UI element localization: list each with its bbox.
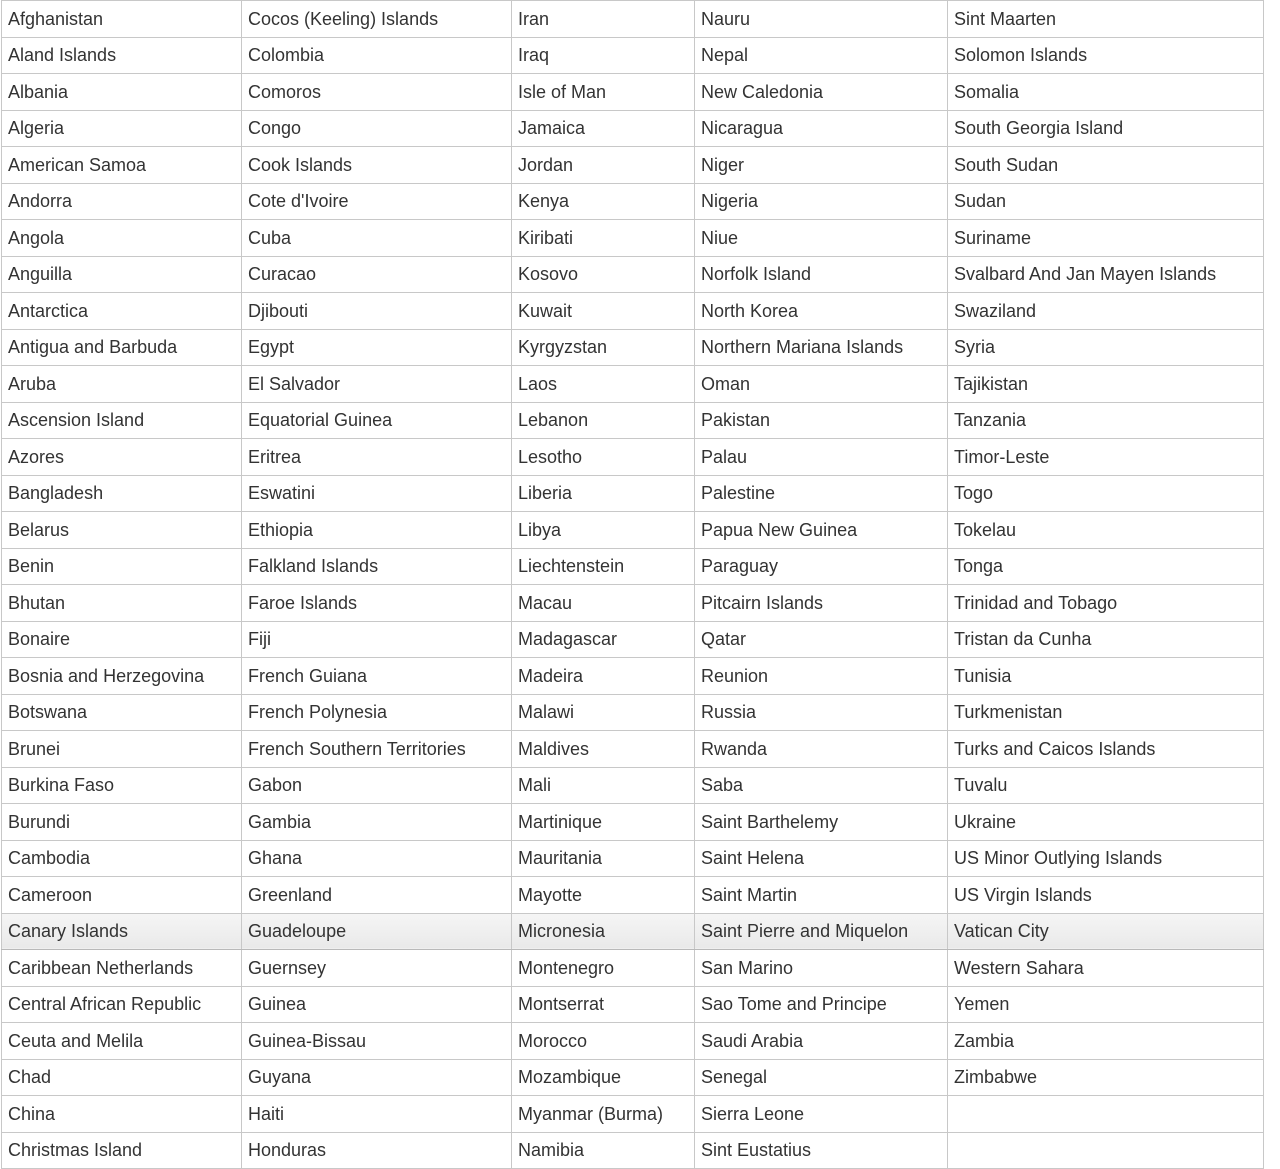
country-cell[interactable]: Aruba (2, 366, 242, 403)
country-cell[interactable]: Honduras (242, 1132, 512, 1169)
country-cell[interactable]: Palau (695, 439, 948, 476)
country-cell[interactable]: Zambia (948, 1023, 1264, 1060)
country-cell[interactable]: Faroe Islands (242, 585, 512, 622)
country-cell[interactable]: Saba (695, 767, 948, 804)
table-row[interactable] (2, 110, 1264, 147)
country-cell[interactable]: Turkmenistan (948, 694, 1264, 731)
country-cell[interactable]: Vatican City (948, 913, 1264, 950)
country-cell[interactable]: Burundi (2, 804, 242, 841)
country-cell[interactable]: New Caledonia (695, 74, 948, 111)
country-cell[interactable]: Pitcairn Islands (695, 585, 948, 622)
table-row[interactable] (2, 804, 1264, 841)
country-cell[interactable]: Botswana (2, 694, 242, 731)
country-cell[interactable]: Albania (2, 74, 242, 111)
country-cell[interactable]: Solomon Islands (948, 37, 1264, 74)
country-cell[interactable]: Kiribati (512, 220, 695, 257)
table-row[interactable] (2, 1132, 1264, 1169)
country-cell[interactable]: Libya (512, 512, 695, 549)
table-row[interactable] (2, 767, 1264, 804)
country-cell[interactable]: Niger (695, 147, 948, 184)
table-row[interactable] (2, 256, 1264, 293)
country-cell[interactable]: Comoros (242, 74, 512, 111)
country-cell[interactable]: Cote d'Ivoire (242, 183, 512, 220)
country-cell[interactable]: French Southern Territories (242, 731, 512, 768)
country-cell[interactable]: Congo (242, 110, 512, 147)
country-cell[interactable]: Belarus (2, 512, 242, 549)
country-cell[interactable]: Zimbabwe (948, 1059, 1264, 1096)
country-cell[interactable]: Northern Mariana Islands (695, 329, 948, 366)
country-cell[interactable]: American Samoa (2, 147, 242, 184)
country-cell[interactable]: San Marino (695, 950, 948, 987)
country-cell[interactable]: Mayotte (512, 877, 695, 914)
country-cell[interactable]: Algeria (2, 110, 242, 147)
country-cell[interactable]: Nepal (695, 37, 948, 74)
country-cell[interactable]: Oman (695, 366, 948, 403)
country-cell[interactable]: Canary Islands (2, 913, 242, 950)
table-row[interactable] (2, 220, 1264, 257)
country-cell[interactable]: Greenland (242, 877, 512, 914)
country-cell[interactable]: Syria (948, 329, 1264, 366)
country-cell[interactable]: Central African Republic (2, 986, 242, 1023)
country-cell[interactable]: Egypt (242, 329, 512, 366)
country-cell[interactable]: Myanmar (Burma) (512, 1096, 695, 1133)
country-cell[interactable]: Togo (948, 475, 1264, 512)
country-cell[interactable]: Montenegro (512, 950, 695, 987)
table-row[interactable] (2, 329, 1264, 366)
country-cell (948, 1132, 1264, 1169)
country-cell[interactable]: Fiji (242, 621, 512, 658)
country-cell[interactable]: Kosovo (512, 256, 695, 293)
country-cell[interactable]: Madeira (512, 658, 695, 695)
country-cell[interactable]: Madagascar (512, 621, 695, 658)
country-cell[interactable]: Angola (2, 220, 242, 257)
country-cell[interactable]: Norfolk Island (695, 256, 948, 293)
country-cell[interactable]: Eritrea (242, 439, 512, 476)
country-cell[interactable]: Western Sahara (948, 950, 1264, 987)
country-cell[interactable]: Kenya (512, 183, 695, 220)
table-row[interactable] (2, 1096, 1264, 1133)
country-cell[interactable]: Turks and Caicos Islands (948, 731, 1264, 768)
country-cell[interactable]: Brunei (2, 731, 242, 768)
country-cell[interactable]: Trinidad and Tobago (948, 585, 1264, 622)
country-cell[interactable]: Martinique (512, 804, 695, 841)
country-cell[interactable]: Haiti (242, 1096, 512, 1133)
country-cell[interactable]: Cocos (Keeling) Islands (242, 1, 512, 38)
country-cell[interactable]: Ascension Island (2, 402, 242, 439)
country-cell[interactable]: Cameroon (2, 877, 242, 914)
country-cell[interactable]: Saudi Arabia (695, 1023, 948, 1060)
country-cell[interactable]: Azores (2, 439, 242, 476)
table-row[interactable] (2, 512, 1264, 549)
table-row[interactable] (2, 1059, 1264, 1096)
country-cell (948, 1096, 1264, 1133)
table-row[interactable] (2, 1023, 1264, 1060)
table-row[interactable] (2, 950, 1264, 987)
country-cell[interactable]: Nauru (695, 1, 948, 38)
country-cell[interactable]: Saint Helena (695, 840, 948, 877)
table-row[interactable] (2, 913, 1264, 950)
country-cell[interactable]: Andorra (2, 183, 242, 220)
country-cell[interactable]: Russia (695, 694, 948, 731)
country-cell[interactable]: Svalbard And Jan Mayen Islands (948, 256, 1264, 293)
country-cell[interactable]: Sao Tome and Principe (695, 986, 948, 1023)
country-cell[interactable]: Mozambique (512, 1059, 695, 1096)
country-cell[interactable]: Mali (512, 767, 695, 804)
country-cell[interactable]: Tokelau (948, 512, 1264, 549)
country-cell[interactable]: Papua New Guinea (695, 512, 948, 549)
country-cell[interactable]: Cuba (242, 220, 512, 257)
country-cell[interactable]: Timor-Leste (948, 439, 1264, 476)
table-row[interactable] (2, 694, 1264, 731)
country-cell[interactable]: Lebanon (512, 402, 695, 439)
country-cell[interactable]: Equatorial Guinea (242, 402, 512, 439)
country-cell[interactable]: Guernsey (242, 950, 512, 987)
country-cell[interactable]: South Sudan (948, 147, 1264, 184)
country-cell[interactable]: Liberia (512, 475, 695, 512)
country-cell[interactable]: Djibouti (242, 293, 512, 330)
country-cell[interactable]: Maldives (512, 731, 695, 768)
country-table (1, 0, 1264, 1169)
country-cell[interactable]: Qatar (695, 621, 948, 658)
country-cell[interactable]: French Guiana (242, 658, 512, 695)
table-row[interactable] (2, 877, 1264, 914)
country-cell[interactable]: Bhutan (2, 585, 242, 622)
table-row[interactable] (2, 585, 1264, 622)
country-cell[interactable]: Cook Islands (242, 147, 512, 184)
country-cell[interactable]: Jordan (512, 147, 695, 184)
country-cell[interactable]: Iraq (512, 37, 695, 74)
country-cell[interactable]: North Korea (695, 293, 948, 330)
country-cell[interactable]: Namibia (512, 1132, 695, 1169)
country-cell[interactable]: Saint Martin (695, 877, 948, 914)
country-cell[interactable]: South Georgia Island (948, 110, 1264, 147)
country-cell[interactable]: Sint Maarten (948, 1, 1264, 38)
table-row[interactable] (2, 548, 1264, 585)
country-cell[interactable]: Isle of Man (512, 74, 695, 111)
country-cell[interactable]: Kyrgyzstan (512, 329, 695, 366)
table-row[interactable] (2, 475, 1264, 512)
table-row[interactable] (2, 621, 1264, 658)
country-cell[interactable]: Yemen (948, 986, 1264, 1023)
country-cell[interactable]: Pakistan (695, 402, 948, 439)
country-cell[interactable]: Eswatini (242, 475, 512, 512)
country-cell[interactable]: Cambodia (2, 840, 242, 877)
country-cell[interactable]: Mauritania (512, 840, 695, 877)
country-cell[interactable]: Guadeloupe (242, 913, 512, 950)
country-cell[interactable]: Sierra Leone (695, 1096, 948, 1133)
country-cell[interactable]: Aland Islands (2, 37, 242, 74)
country-cell[interactable]: Colombia (242, 37, 512, 74)
country-cell[interactable]: Tunisia (948, 658, 1264, 695)
table-row[interactable] (2, 293, 1264, 330)
country-cell[interactable]: Curacao (242, 256, 512, 293)
country-cell[interactable]: Chad (2, 1059, 242, 1096)
country-cell[interactable]: Caribbean Netherlands (2, 950, 242, 987)
country-cell[interactable]: Ethiopia (242, 512, 512, 549)
table-row[interactable] (2, 1, 1264, 38)
country-cell[interactable]: Guyana (242, 1059, 512, 1096)
country-cell[interactable]: Suriname (948, 220, 1264, 257)
table-row[interactable] (2, 402, 1264, 439)
country-cell[interactable]: Tristan da Cunha (948, 621, 1264, 658)
country-cell[interactable]: Kuwait (512, 293, 695, 330)
country-cell[interactable]: Bonaire (2, 621, 242, 658)
table-row[interactable] (2, 840, 1264, 877)
country-cell[interactable]: Ukraine (948, 804, 1264, 841)
country-cell[interactable]: Tajikistan (948, 366, 1264, 403)
country-cell[interactable]: Ghana (242, 840, 512, 877)
country-cell[interactable]: Malawi (512, 694, 695, 731)
country-cell[interactable]: Nicaragua (695, 110, 948, 147)
country-cell[interactable]: Gambia (242, 804, 512, 841)
table-row[interactable] (2, 37, 1264, 74)
country-cell[interactable]: Palestine (695, 475, 948, 512)
country-cell[interactable]: China (2, 1096, 242, 1133)
table-row[interactable] (2, 731, 1264, 768)
country-cell[interactable]: Macau (512, 585, 695, 622)
country-cell[interactable]: Antigua and Barbuda (2, 329, 242, 366)
country-table-body (2, 1, 1264, 1169)
country-cell[interactable]: Reunion (695, 658, 948, 695)
country-cell[interactable]: Christmas Island (2, 1132, 242, 1169)
country-cell[interactable]: Iran (512, 1, 695, 38)
country-cell[interactable]: Nigeria (695, 183, 948, 220)
country-cell[interactable]: Bosnia and Herzegovina (2, 658, 242, 695)
country-cell[interactable]: Ceuta and Melila (2, 1023, 242, 1060)
table-row[interactable] (2, 986, 1264, 1023)
country-cell[interactable]: Afghanistan (2, 1, 242, 38)
country-cell[interactable]: Benin (2, 548, 242, 585)
country-cell[interactable]: Guinea (242, 986, 512, 1023)
country-cell[interactable]: Gabon (242, 767, 512, 804)
table-row[interactable] (2, 74, 1264, 111)
country-cell[interactable]: Niue (695, 220, 948, 257)
country-cell[interactable]: Saint Pierre and Miquelon (695, 913, 948, 950)
country-cell[interactable]: Montserrat (512, 986, 695, 1023)
country-cell[interactable]: Rwanda (695, 731, 948, 768)
country-cell[interactable]: Lesotho (512, 439, 695, 476)
country-cell[interactable]: Tuvalu (948, 767, 1264, 804)
country-cell[interactable]: Morocco (512, 1023, 695, 1060)
country-cell[interactable]: Falkland Islands (242, 548, 512, 585)
country-cell[interactable]: Paraguay (695, 548, 948, 585)
country-cell[interactable]: Sudan (948, 183, 1264, 220)
country-cell[interactable]: Jamaica (512, 110, 695, 147)
country-cell[interactable]: El Salvador (242, 366, 512, 403)
country-cell[interactable]: Guinea-Bissau (242, 1023, 512, 1060)
table-row[interactable] (2, 658, 1264, 695)
country-cell[interactable]: Saint Barthelemy (695, 804, 948, 841)
country-cell[interactable]: Swaziland (948, 293, 1264, 330)
table-row[interactable] (2, 439, 1264, 476)
country-cell[interactable]: Bangladesh (2, 475, 242, 512)
country-cell[interactable]: Senegal (695, 1059, 948, 1096)
country-cell[interactable]: Antarctica (2, 293, 242, 330)
country-cell[interactable]: US Minor Outlying Islands (948, 840, 1264, 877)
country-cell[interactable]: Laos (512, 366, 695, 403)
country-cell[interactable]: US Virgin Islands (948, 877, 1264, 914)
table-row[interactable] (2, 147, 1264, 184)
country-cell[interactable]: Anguilla (2, 256, 242, 293)
country-cell[interactable]: Micronesia (512, 913, 695, 950)
country-cell[interactable]: Sint Eustatius (695, 1132, 948, 1169)
country-cell[interactable]: Tonga (948, 548, 1264, 585)
table-row[interactable] (2, 366, 1264, 403)
country-cell[interactable]: Burkina Faso (2, 767, 242, 804)
country-cell[interactable]: Liechtenstein (512, 548, 695, 585)
table-row[interactable] (2, 183, 1264, 220)
country-cell[interactable]: Somalia (948, 74, 1264, 111)
country-cell[interactable]: Tanzania (948, 402, 1264, 439)
country-cell[interactable]: French Polynesia (242, 694, 512, 731)
